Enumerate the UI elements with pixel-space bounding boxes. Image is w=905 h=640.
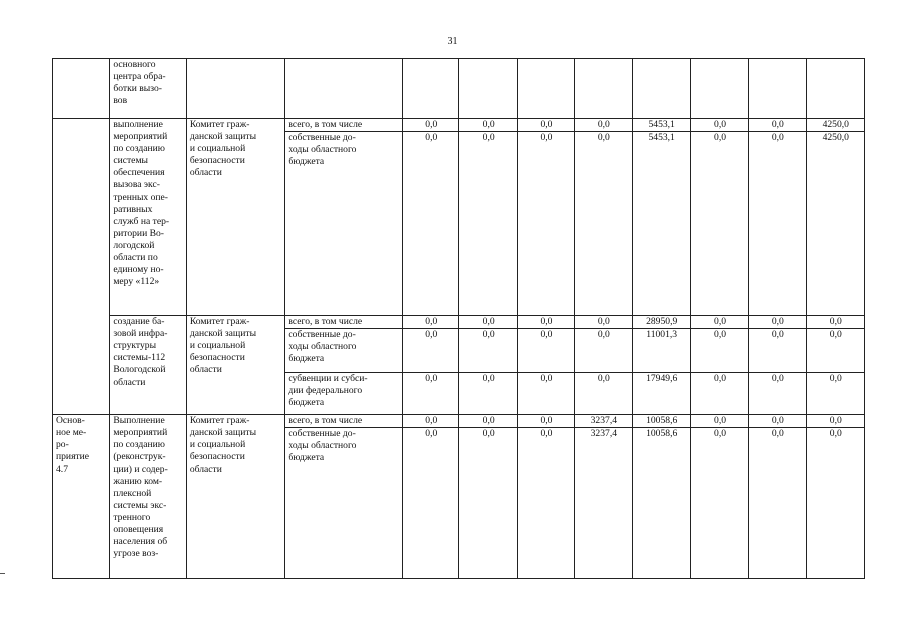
value-cell: 4250,0 — [806, 132, 864, 316]
source-cell: субвенции и субси- дии федерального бюджета — [285, 373, 403, 415]
value-cell: 0,0 — [403, 428, 459, 579]
value-cell: 3237,4 — [575, 428, 632, 579]
value-cell: 0,0 — [459, 132, 517, 316]
value-cell: 0,0 — [459, 373, 517, 415]
value-cell: 0,0 — [749, 132, 806, 316]
value-cell: 3237,4 — [575, 415, 632, 428]
executor-cell: Комитет граж- данской защиты и социальной безопасности области — [186, 415, 285, 579]
empty-cell — [690, 59, 748, 119]
value-cell: 0,0 — [459, 428, 517, 579]
value-cell: 17949,6 — [632, 373, 690, 415]
value-cell: 0,0 — [806, 316, 864, 329]
value-cell: 4250,0 — [806, 119, 864, 132]
value-cell: 28950,9 — [632, 316, 690, 329]
value-cell: 0,0 — [403, 316, 459, 329]
empty-cell — [806, 59, 864, 119]
value-cell: 0,0 — [806, 373, 864, 415]
empty-cell — [186, 59, 285, 119]
value-cell: 0,0 — [459, 316, 517, 329]
value-cell: 5453,1 — [632, 119, 690, 132]
value-cell: 0,0 — [403, 119, 459, 132]
value-cell: 0,0 — [575, 132, 632, 316]
value-cell: 10058,6 — [632, 428, 690, 579]
value-cell: 0,0 — [749, 373, 806, 415]
source-cell: всего, в том числе — [285, 415, 403, 428]
value-cell: 0,0 — [403, 415, 459, 428]
page-number: 31 — [447, 36, 458, 47]
task-cell: основного центра обра- ботки вызо- вов — [110, 59, 186, 119]
value-cell: 10058,6 — [632, 415, 690, 428]
value-cell: 0,0 — [806, 415, 864, 428]
value-cell: 0,0 — [749, 428, 806, 579]
value-cell: 0,0 — [575, 119, 632, 132]
empty-cell — [575, 59, 632, 119]
value-cell: 0,0 — [517, 316, 574, 329]
executor-cell: Комитет граж- данской защиты и социальной безопасности области — [186, 119, 285, 316]
value-cell: 0,0 — [690, 329, 748, 373]
table-row — [53, 59, 865, 119]
table-row — [53, 316, 865, 329]
value-cell: 0,0 — [575, 373, 632, 415]
value-cell: 0,0 — [749, 415, 806, 428]
table-row — [53, 119, 865, 132]
value-cell: 0,0 — [806, 329, 864, 373]
value-cell: 0,0 — [403, 132, 459, 316]
table-row — [53, 415, 865, 428]
value-cell: 0,0 — [403, 373, 459, 415]
value-cell: 0,0 — [459, 329, 517, 373]
task-cell: создание ба- зовой инфра- структуры системы-112 Вологодской области — [110, 316, 186, 415]
value-cell: 0,0 — [806, 428, 864, 579]
value-cell: 0,0 — [403, 329, 459, 373]
empty-cell — [632, 59, 690, 119]
task-cell: выполнение мероприятий по созданию системы обеспечения вызова экс- тренных опе- ративных служб на тер- ритории Во- логодской области по единому но- меру «112» — [110, 119, 186, 316]
value-cell: 0,0 — [690, 373, 748, 415]
empty-cell — [403, 59, 459, 119]
value-cell: 11001,3 — [632, 329, 690, 373]
empty-cell — [517, 59, 574, 119]
value-cell: 0,0 — [575, 316, 632, 329]
value-cell: 0,0 — [517, 132, 574, 316]
value-cell: 0,0 — [690, 316, 748, 329]
empty-cell — [459, 59, 517, 119]
event-label-cell: Основ- ное ме- ро- приятие 4.7 — [53, 415, 110, 579]
value-cell: 0,0 — [749, 329, 806, 373]
value-cell: 0,0 — [690, 119, 748, 132]
empty-cell — [285, 59, 403, 119]
source-cell: собственные до- ходы областного бюджета — [285, 132, 403, 316]
value-cell: 0,0 — [690, 132, 748, 316]
source-cell: всего, в том числе — [285, 316, 403, 329]
value-cell: 0,0 — [575, 329, 632, 373]
event-cell — [53, 119, 110, 415]
source-cell: собственные до- ходы областного бюджета — [285, 428, 403, 579]
source-cell: собственные до- ходы областного бюджета — [285, 329, 403, 373]
value-cell: 0,0 — [459, 119, 517, 132]
value-cell: 0,0 — [517, 329, 574, 373]
value-cell: 0,0 — [690, 415, 748, 428]
value-cell: 0,0 — [517, 415, 574, 428]
value-cell: 0,0 — [517, 428, 574, 579]
source-cell: всего, в том числе — [285, 119, 403, 132]
value-cell: 0,0 — [459, 415, 517, 428]
financing-table — [52, 58, 865, 579]
empty-cell — [749, 59, 806, 119]
value-cell: 5453,1 — [632, 132, 690, 316]
event-cell — [53, 59, 110, 119]
value-cell: 0,0 — [690, 428, 748, 579]
value-cell: 0,0 — [749, 316, 806, 329]
scan-margin-mark — [0, 573, 5, 574]
value-cell: 0,0 — [517, 373, 574, 415]
executor-cell: Комитет граж- данской защиты и социальной безопасности области — [186, 316, 285, 415]
value-cell: 0,0 — [517, 119, 574, 132]
task-cell: Выполнение мероприятий по созданию (реконструк- ции) и содер- жанию ком- плексной системы экс- тренного оповещения населения об угрозе воз- — [110, 415, 186, 579]
value-cell: 0,0 — [749, 119, 806, 132]
